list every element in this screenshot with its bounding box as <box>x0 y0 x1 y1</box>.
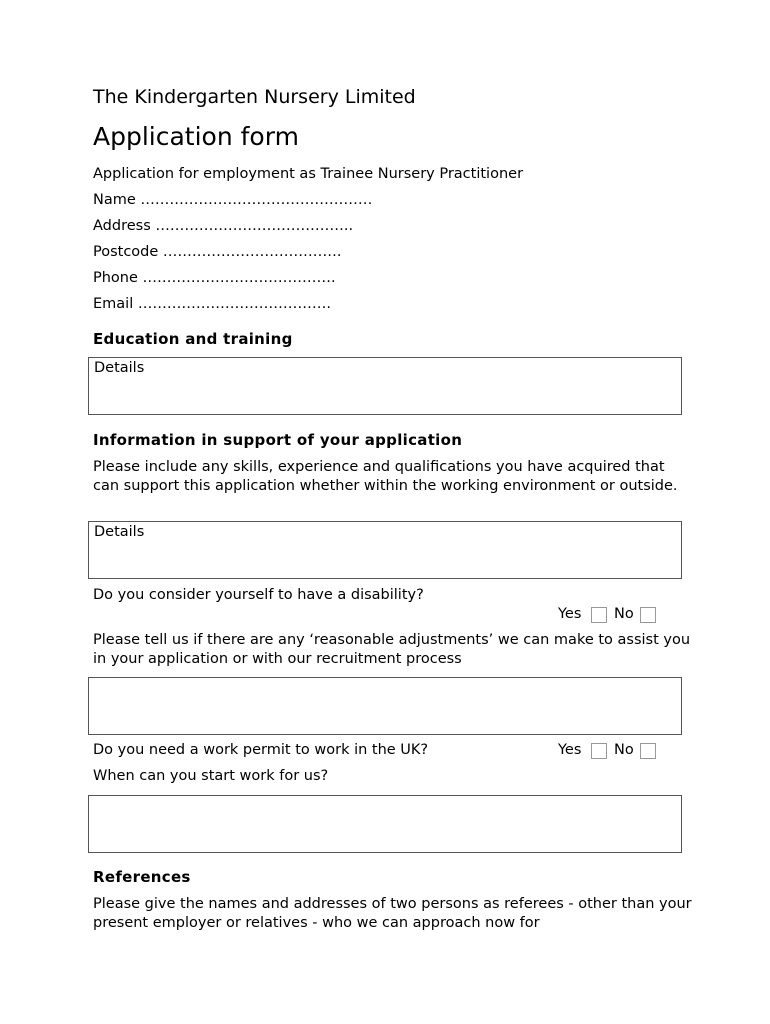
disability-yes-checkbox[interactable] <box>591 607 607 623</box>
disability-no-checkbox[interactable] <box>640 607 656 623</box>
name-dots: ………………………………………… <box>140 192 373 208</box>
work-permit-no-label: No <box>614 742 634 758</box>
support-description: Please include any skills, experience and qualifications you have acquired that can support this application whether within the working environment or outside. <box>93 459 678 494</box>
work-permit-question: Do you need a work permit to work in the UK? <box>93 742 429 758</box>
phone-label: Phone <box>93 270 138 286</box>
postcode-label: Postcode <box>93 244 159 260</box>
disability-question: Do you consider yourself to have a disability? <box>93 587 424 603</box>
address-field[interactable] <box>93 218 353 234</box>
support-details-label: Details <box>94 524 145 540</box>
name-label: Name <box>93 192 136 208</box>
form-subtitle: Application for employment as Trainee Nursery Practitioner <box>93 166 524 182</box>
support-heading: Information in support of your application <box>93 431 463 449</box>
phone-dots: …………………………………. <box>142 270 336 286</box>
references-description: Please give the names and addresses of two persons as referees - other than your present employer or relatives - who we can approach now for <box>93 896 692 931</box>
email-label: Email <box>93 296 134 312</box>
start-date-question: When can you start work for us? <box>93 768 329 784</box>
education-details-label: Details <box>94 360 145 376</box>
address-label: Address <box>93 218 151 234</box>
work-permit-yes-checkbox[interactable] <box>591 743 607 759</box>
education-details-box[interactable] <box>88 357 682 415</box>
work-permit-no-checkbox[interactable] <box>640 743 656 759</box>
phone-field[interactable] <box>93 270 336 286</box>
work-permit-yes-label: Yes <box>558 742 582 758</box>
disability-no-label: No <box>614 606 634 622</box>
support-details-box[interactable] <box>88 521 682 579</box>
postcode-dots: ………………………………. <box>162 244 342 260</box>
education-heading: Education and training <box>93 330 293 348</box>
adjustments-box[interactable] <box>88 677 682 735</box>
postcode-field[interactable] <box>93 244 342 260</box>
start-date-box[interactable] <box>88 795 682 853</box>
email-dots: …………………………………. <box>137 296 331 312</box>
references-heading: References <box>93 868 191 886</box>
form-title: Application form <box>93 122 299 151</box>
company-name: The Kindergarten Nursery Limited <box>93 86 416 108</box>
address-dots: ………………………………….. <box>155 218 354 234</box>
name-field[interactable] <box>93 192 372 208</box>
adjustments-question: Please tell us if there are any ‘reasonable adjustments’ we can make to assist you in your application or with our recruitment process <box>93 632 691 667</box>
disability-yes-label: Yes <box>558 606 582 622</box>
email-field[interactable] <box>93 296 331 312</box>
